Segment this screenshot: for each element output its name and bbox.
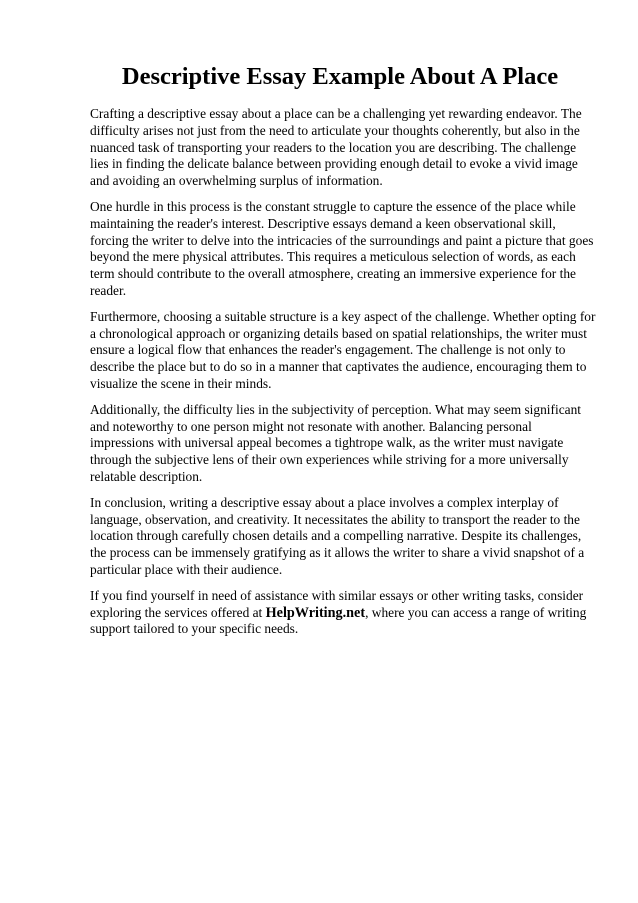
document-body (90, 106, 596, 647)
document-title: Descriptive Essay Example About A Place (121, 63, 559, 90)
closing-text-before-link: If you find yourself in need of assistance with similar essays or other writing tasks, consider exploring the services offered at (90, 587, 584, 620)
paragraph-structure: Furthermore, choosing a suitable structure is a key aspect of the challenge. Whether opting for a chronological approach or organizing details based on spatial relationships, the writer must ensure a logical flow that enhances the reader's engagement. The challenge is not only to describe the place but to do so in a manner that captivates the audience, encouraging them to visualize the scene in their minds. (90, 308, 596, 391)
paragraph-closing (90, 588, 596, 638)
closing-text-after-link: , where you can access a range of writing support tailored to your specific needs. (90, 604, 587, 637)
paragraph-intro: Crafting a descriptive essay about a place can be a challenging yet rewarding endeavor. The difficulty arises not just from the need to articulate your thoughts coherently, but also in the nuanced task of transporting your readers to the location you are describing. The challenge lies in finding the delicate balance between providing enough detail to evoke a vivid image and avoiding an overwhelming surplus of information. (90, 106, 582, 189)
paragraph-hurdle: One hurdle in this process is the constant struggle to capture the essence of the place while maintaining the reader's interest. Descriptive essays demand a keen observational skill, forcing the writer to delve into the intricacies of the surroundings and paint a picture that goes beyond the mere physical attributes. This requires a meticulous selection of words, as each term should contribute to the overall atmosphere, creating an immersive experience for the reader. (90, 198, 594, 298)
paragraph-conclusion: In conclusion, writing a descriptive essay about a place involves a complex interplay of language, observation, and creativity. It necessitates the ability to transport the reader to the location through carefully chosen details and a compelling narrative. Despite its challenges, the process can be immensely gratifying as it allows the writer to share a vivid snapshot of a particular place with their audience. (90, 494, 585, 577)
helpwriting-link[interactable]: HelpWriting.net (265, 604, 366, 621)
paragraph-subjectivity: Additionally, the difficulty lies in the subjectivity of perception. What may seem significant and noteworthy to one person might not resonate with another. Balancing personal impressions with universal appeal becomes a tightrope walk, as the writer must navigate through the subjective lens of their own experiences while striving for a more universally relatable description. (90, 401, 581, 484)
